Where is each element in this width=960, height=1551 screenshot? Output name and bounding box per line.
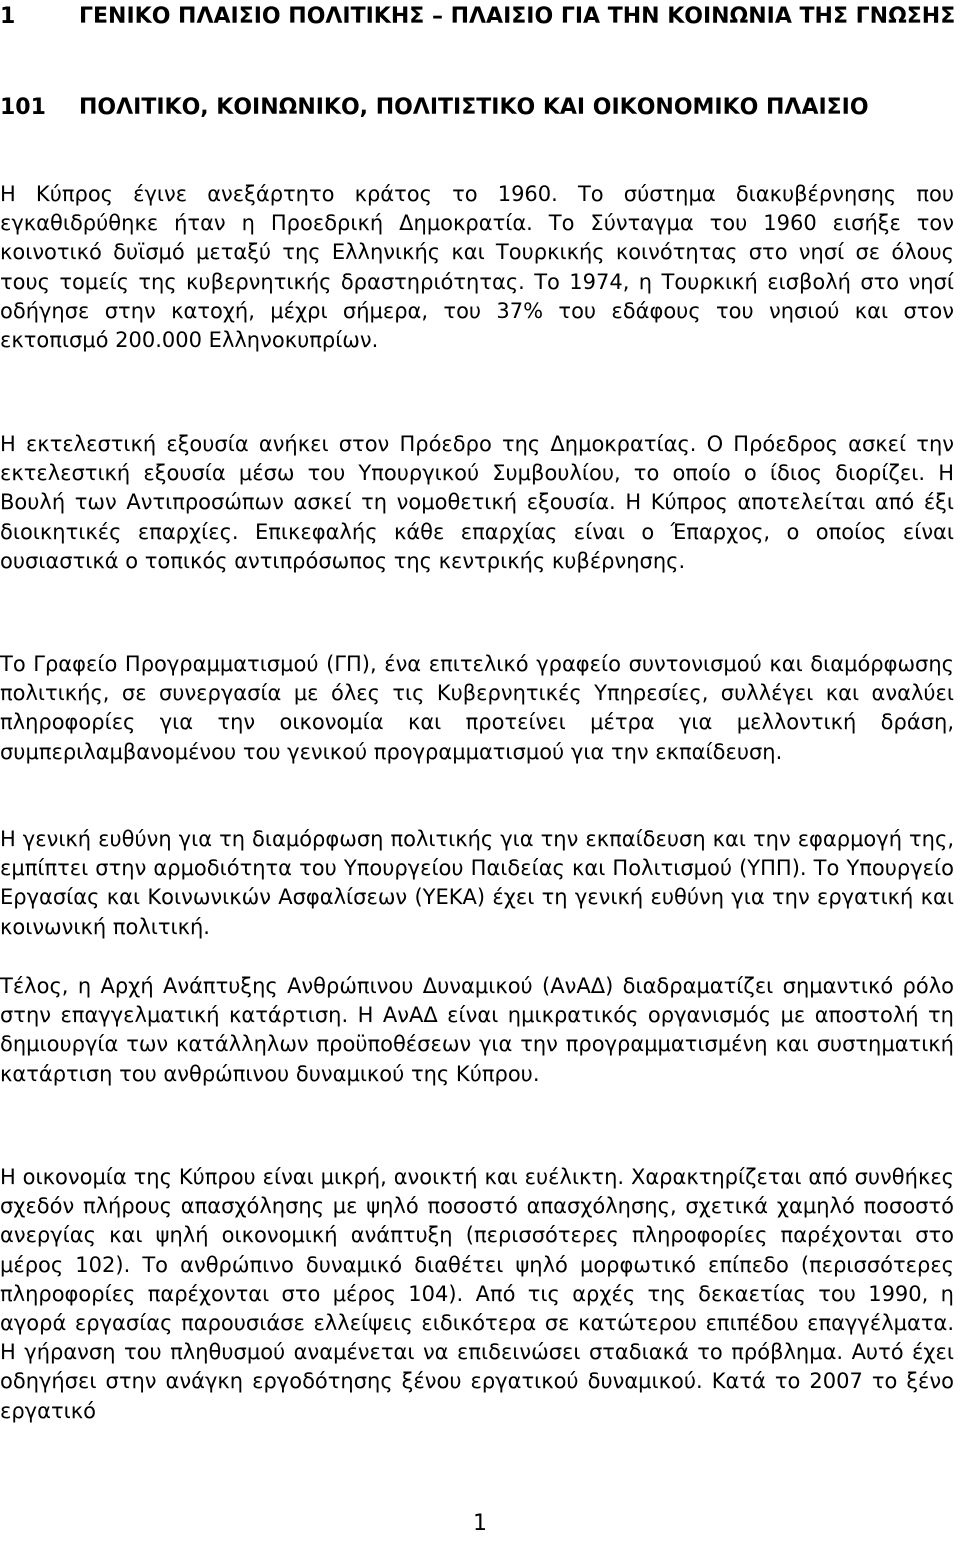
paragraph-executive-power: Η εκτελεστική εξουσία ανήκει στον Πρόεδρο της Δημοκρατίας. Ο Πρόεδρος ασκεί την εκτελεστική εξουσία μέσω του Υπουργικού Συμβουλίου, το οποίο ο ίδιος διορίζει. Η Βουλή των Αντιπροσώπων ασκεί τη νομοθετική εξουσία. Η Κύπρος αποτελείται από έξι διοικητικές επαρχίες. Επικεφαλής κάθε επαρχίας είναι ο Έπαρχος, ο οποίος είναι ουσιαστικά ο τοπικός αντιπρόσωπος της κεντρικής κυβέρνησης. xyxy=(0,432,954,573)
paragraph-planning-bureau: Το Γραφείο Προγραμματισμού (ΓΠ), ένα επιτελικό γραφείο συντονισμού και διαμόρφωσης πολιτικής, σε συνεργασία με όλες τις Κυβερνητικές Υπηρεσίες, συλλέγει και αναλύει πληροφορίες για την οικονομία και προτείνει μέτρα για μελλοντική δράση, συμπεριλαμβανομένου του γενικού προγραμματισμού για την εκπαίδευση. xyxy=(0,652,954,764)
paragraph-hrda: Τέλος, η Αρχή Ανάπτυξης Ανθρώπινου Δυναμικού (ΑνΑΔ) διαδραματίζει σημαντικό ρόλο στην επαγγελματική κατάρτιση. Η ΑνΑΔ είναι ημικρατικός οργανισμός με αποστολή τη δημιουργία των κατάλληλων προϋποθέσεων για την προγραμματισμένη και συστηματική κατάρτιση του ανθρώπινου δυναμικού της Κύπρου. xyxy=(0,974,954,1086)
subsection-number: 101 xyxy=(0,95,46,120)
section-title: ΓΕΝΙΚΟ ΠΛΑΙΣΙΟ ΠΟΛΙΤΙΚΗΣ – ΠΛΑΙΣΙΟ ΓΙΑ ΤΗΝ ΚΟΙΝΩΝΙΑ ΤΗΣ ΓΝΩΣΗΣ xyxy=(79,4,956,29)
section-heading-101 xyxy=(0,91,958,125)
paragraph-economy: Η οικονομία της Κύπρου είναι μικρή, ανοικτή και ευέλικτη. Χαρακτηρίζεται από συνθήκες σχεδόν πλήρους απασχόλησης με ψηλό ποσοστό απασχόλησης, σχετικά χαμηλό ποσοστό ανεργίας και ψηλή οικονομική ανάπτυξη (περισσότερες πληροφορίες παρέχονται στο μέρος 102). Το ανθρώπινο δυναμικό διαθέτει ψηλό μορφωτικό επίπεδο (περισσότερες πληροφορίες παρέχονται στο μέρος 104). Από τις αρχές της δεκαετίας του 1990, η αγορά εργασίας παρουσιάσε ελλείψεις ειδικότερα σε κατώτερου επιπέδου επαγγέλματα. Η γήρανση του πληθυσμού αναμένεται να επιδεινώσει σταδιακά το πρόβλημα. Αυτό έχει οδηγήσει στην ανάγκη εργοδότησης ξένου εργατικού δυναμικού. Κατά το 2007 το ξένο εργατικό xyxy=(0,1165,954,1423)
subsection-title: ΠΟΛΙΤΙΚΟ, ΚΟΙΝΩΝΙΚΟ, ΠΟΛΙΤΙΣΤΙΚΟ ΚΑΙ ΟΙΚΟΝΟΜΙΚΟ ΠΛΑΙΣΙΟ xyxy=(79,95,869,120)
section-heading-1 xyxy=(0,0,958,34)
page-number: 1 xyxy=(473,1511,487,1536)
section-number: 1 xyxy=(0,4,16,29)
paragraph-independence: Η Κύπρος έγινε ανεξάρτητο κράτος το 1960. Το σύστημα διακυβέρνησης που εγκαθιδρύθηκε ήταν η Προεδρική Δημοκρατία. Το Σύνταγμα του 1960 εισήξε τον κοινοτικό δυϊσμό μεταξύ της Ελληνικής και Τουρκικής κοινότητας στο νησί σε όλους τους τομείς της κυβερνητικής δραστηριότητας. Το 1974, η Τουρκική εισβολή στο νησί οδήγησε στην κατοχή, μέχρι σήμερα, του 37% του εδάφους του νησιού και στον εκτοπισμό 200.000 Ελληνοκυπρίων. xyxy=(0,182,954,353)
paragraph-education-responsibility: Η γενική ευθύνη για τη διαμόρφωση πολιτικής για την εκπαίδευση και την εφαρμογή της, εμπίπτει στην αρμοδιότητα του Υπουργείου Παιδείας και Πολιτισμού (ΥΠΠ). Το Υπουργείο Εργασίας και Κοινωνικών Ασφαλίσεων (ΥΕΚΑ) έχει τη γενική ευθύνη για την εργατική και κοινωνική πολιτική. xyxy=(0,827,954,939)
